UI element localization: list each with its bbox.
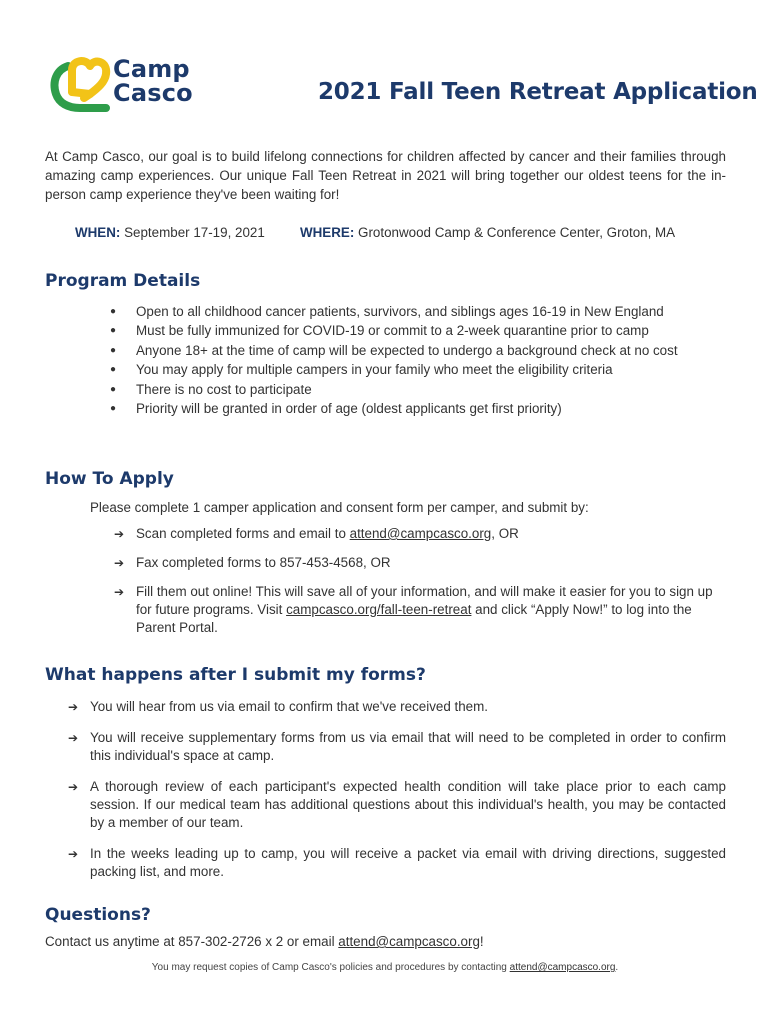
apply-scan-text: Scan completed forms and email to bbox=[136, 526, 350, 541]
after-steps-list bbox=[68, 698, 726, 894]
contact-suffix: ! bbox=[479, 934, 484, 949]
attend-email-link[interactable]: attend@campcasco.org bbox=[349, 526, 492, 541]
list-item: ➔ In the weeks leading up to camp, you will receive a packet via email with driving directions, suggested packing list, and more. bbox=[68, 845, 726, 881]
apply-step-online bbox=[114, 583, 726, 637]
list-item: ➔ You will receive supplementary forms from us via email that will need to be completed in order to confirm this individual's space at camp. bbox=[68, 729, 726, 765]
program-details-list bbox=[108, 302, 726, 418]
how-to-apply-heading: How To Apply bbox=[45, 469, 174, 489]
what-happens-heading: What happens after I submit my forms? bbox=[45, 665, 426, 685]
apply-steps-list bbox=[114, 525, 726, 648]
intro-paragraph: At Camp Casco, our goal is to build lifelong connections for children affected by cancer and their families through amazing camp experiences. Our unique Fall Teen Retreat in 2021 will bring together our oldest teens for the in-person camp experience they've been waiting for! bbox=[45, 149, 726, 202]
when-value: September 17-19, 2021 bbox=[124, 225, 265, 240]
apply-online-text: Fill them out online! This will save all of your information, and will make it easier for you to sign up for future programs. Visit bbox=[136, 584, 713, 617]
where-value: Grotonwood Camp & Conference Center, Groton, MA bbox=[358, 225, 676, 240]
list-item: ● Must be fully immunized for COVID-19 or commit to a 2-week quarantine prior to camp bbox=[108, 321, 726, 340]
list-item: ➔ You will hear from us via email to confirm that we've received them. bbox=[68, 698, 726, 716]
apply-scan-suffix: , OR bbox=[491, 526, 519, 541]
apply-online-suffix: and click “Apply Now!” to log into the Parent Portal. bbox=[136, 602, 692, 635]
camp-casco-logo bbox=[50, 52, 200, 112]
footer-note bbox=[0, 962, 770, 973]
list-item: ● Priority will be granted in order of age (oldest applicants get first priority) bbox=[108, 399, 726, 418]
contact-text: Contact us anytime at 857-302-2726 x 2 or email bbox=[45, 934, 339, 949]
heart-logo-icon bbox=[50, 52, 112, 112]
page-title: 2021 Fall Teen Retreat Application bbox=[318, 79, 758, 105]
list-item: ● There is no cost to participate bbox=[108, 380, 726, 399]
where-line bbox=[300, 225, 675, 240]
where-label: WHERE: bbox=[300, 225, 355, 240]
contact-line bbox=[45, 934, 484, 949]
list-item: ● You may apply for multiple campers in your family who meet the eligibility criteria bbox=[108, 360, 726, 379]
apply-step-fax: ➔ Fax completed forms to 857-453-4568, OR bbox=[114, 554, 726, 572]
footer-email-link[interactable]: attend@campcasco.org bbox=[509, 962, 616, 973]
logo-line-2: Casco bbox=[113, 79, 193, 107]
when-label: WHEN: bbox=[75, 225, 121, 240]
list-item: ● Anyone 18+ at the time of camp will be expected to undergo a background check at no cost bbox=[108, 341, 726, 360]
fall-teen-retreat-link[interactable]: campcasco.org/fall-teen-retreat bbox=[286, 602, 472, 617]
apply-intro: Please complete 1 camper application and consent form per camper, and submit by: bbox=[90, 500, 589, 515]
questions-heading: Questions? bbox=[45, 905, 151, 925]
contact-email-link[interactable]: attend@campcasco.org bbox=[338, 934, 480, 949]
when-line bbox=[75, 225, 265, 240]
footer-suffix: . bbox=[615, 962, 619, 973]
list-item: ● Open to all childhood cancer patients, survivors, and siblings ages 16-19 in New England bbox=[108, 302, 726, 321]
list-item: ➔ A thorough review of each participant's expected health condition will take place prior to each camp session. If our medical team has additional questions about this individual's health, you may be contacted by a member of our team. bbox=[68, 778, 726, 832]
footer-text: You may request copies of Camp Casco's policies and procedures by contacting bbox=[151, 962, 510, 973]
logo-line-1: Camp bbox=[113, 55, 190, 83]
program-details-heading: Program Details bbox=[45, 271, 201, 291]
logo-wordmark bbox=[113, 57, 193, 105]
apply-step-scan bbox=[114, 525, 726, 543]
